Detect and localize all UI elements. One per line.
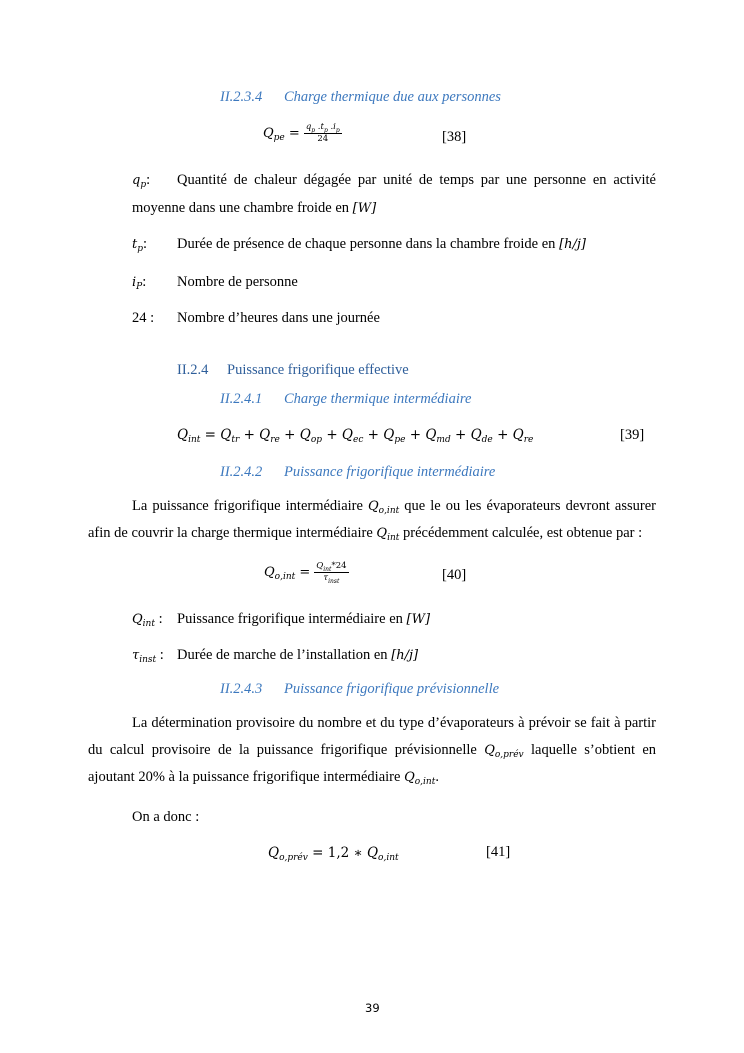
equation-ref-40: [40] (442, 567, 467, 583)
definition-symbol: 24 : (132, 310, 155, 326)
definition-text: Nombre de personne (177, 274, 298, 290)
paragraph-provisional-power: La détermination provisoire du nombre et du type d’évaporateurs à prévoir se fait à partir du calcul provisoire de la puissance frigorifique prévisionnelle $Q_{o,prév}$ laquelle s’obtient en ajoutant 20% à la puissance frigorifique intermédiaire $Q_{o,int}$. (88, 715, 657, 787)
unit: [W] (406, 612, 431, 627)
equation-41: $Q_{o,prév} = 1,2$ ∗ $Q_{o,int}$ (268, 845, 399, 863)
section-heading-2-2-4-3: II.2.4.3 Puissance frigorifique prévisionnelle (220, 681, 500, 697)
section-heading-2-2-4: II.2.4 Puissance frigorifique effective (177, 362, 409, 378)
definition-symbol: $i_P$: (132, 274, 147, 292)
definition-text: Durée de marche de l’installation en [h/j] (177, 647, 419, 663)
equation-ref-39: [39] (620, 427, 645, 443)
equation-ref-38: [38] (442, 129, 467, 145)
definition-symbol: $t_p$: (132, 236, 148, 254)
on-a-donc: On a donc : (132, 809, 200, 825)
definition-text: Puissance frigorifique intermédiaire en [W] (177, 611, 431, 627)
definition-text: Quantité de chaleur dégagée par unité de temps par une personne en activité (177, 172, 656, 188)
fraction: $\frac{Q_{int}*24}{\tau_{inst}}$ (316, 561, 347, 585)
equation-ref-41: [41] (486, 844, 511, 860)
definition-text-cont: moyenne dans une chambre froide en [W] (132, 200, 377, 216)
page-number: 39 (365, 1001, 380, 1015)
unit: [W] (352, 201, 377, 216)
section-heading-2-2-4-1: II.2.4.1 Charge thermique intermédiaire (220, 391, 472, 407)
section-heading-2-2-3-4: II.2.3.4 Charge thermique due aux personnes (220, 89, 501, 105)
unit: [h/j] (559, 237, 586, 252)
equation-39: $Q_{int} = Q_{tr} + Q_{re} + Q_{op} + Q_{ec} + Q_{pe} + Q_{md} + Q_{de} + Q_{re}$ (177, 427, 534, 445)
equation-38: $Q_{pe}$ = $\frac{q_p .t_p .i_p}{24}$ (263, 122, 340, 144)
unit: [h/j] (391, 648, 419, 663)
paragraph-intermediate-power: La puissance frigorifique intermédiaire $Q_{o,int}$ que le ou les évaporateurs devront assurer afin de couvrir la charge thermique intermédiaire $Q_{int}$ précédemment calculée, est obtenue par : (88, 498, 656, 543)
definition-symbol: $\tau_{inst}$ : (132, 647, 164, 665)
equation-40: $Q_{o,int}$ = $\frac{Q_{int}*24}{\tau_{inst}}$ (264, 561, 347, 585)
definition-text: Nombre d’heures dans une journée (177, 310, 380, 326)
section-heading-2-2-4-2: II.2.4.2 Puissance frigorifique intermédiaire (220, 464, 496, 480)
fraction: $\frac{q_p .t_p .i_p}{24}$ (305, 122, 340, 144)
definition-symbol: $Q_{int}$ : (132, 611, 163, 629)
definition-symbol: $q_p$: (132, 172, 151, 190)
definition-text: Durée de présence de chaque personne dans la chambre froide en [h/j] (177, 236, 586, 252)
